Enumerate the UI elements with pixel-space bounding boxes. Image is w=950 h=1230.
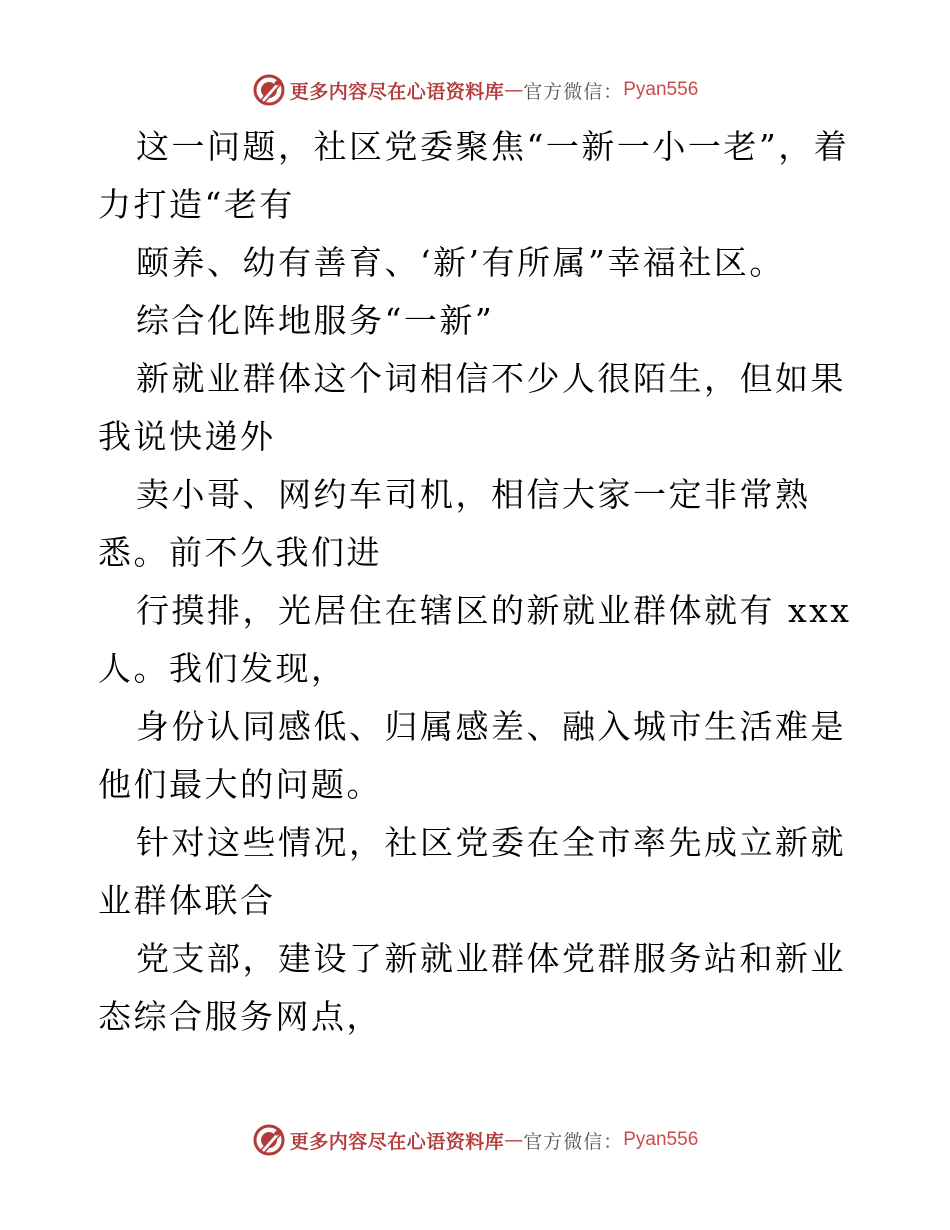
- banner-wechat-label: 官方微信：: [523, 80, 624, 103]
- banner-wechat-id: Pyan556: [623, 1129, 699, 1150]
- footer-banner: [0, 1120, 950, 1160]
- section-heading: 综合化阵地服务“一新”: [136, 301, 495, 340]
- banner-wechat-label: 官方微信：: [523, 1130, 624, 1153]
- paragraph: 这一问题，社区党委聚焦“一新一小一老”，着力打造“老有: [98, 127, 850, 224]
- paragraph: 党支部，建设了新就业群体党群服务站和新业态综合服务网点，: [98, 939, 846, 1036]
- banner-separator: —: [504, 1129, 524, 1151]
- paragraph: 卖小哥、网约车司机，相信大家一定非常熟悉。前不久我们进: [98, 475, 811, 572]
- pen-nib-logo-icon: [252, 1123, 286, 1157]
- banner-wechat-id: Pyan556: [623, 79, 699, 100]
- pen-nib-logo-icon: [252, 73, 286, 107]
- banner-separator: —: [504, 79, 524, 101]
- paragraph: 行摸排，光居住在辖区的新就业群体就有 xxx 人。我们发现，: [98, 591, 865, 688]
- paragraph: 身份认同感低、归属感差、融入城市生活难是他们最大的问题。: [98, 707, 846, 804]
- document-body: [98, 118, 865, 1046]
- paragraph: 新就业群体这个词相信不少人很陌生，但如果我说快递外: [98, 359, 846, 456]
- banner-main-text: 更多内容尽在心语资料库: [289, 1130, 505, 1153]
- paragraph: 颐养、幼有善育、‘新’有所属”幸福社区。: [136, 243, 785, 282]
- paragraph: 针对这些情况，社区党委在全市率先成立新就业群体联合: [98, 823, 846, 920]
- banner-main-text: 更多内容尽在心语资料库: [289, 80, 505, 103]
- header-banner: [0, 70, 950, 110]
